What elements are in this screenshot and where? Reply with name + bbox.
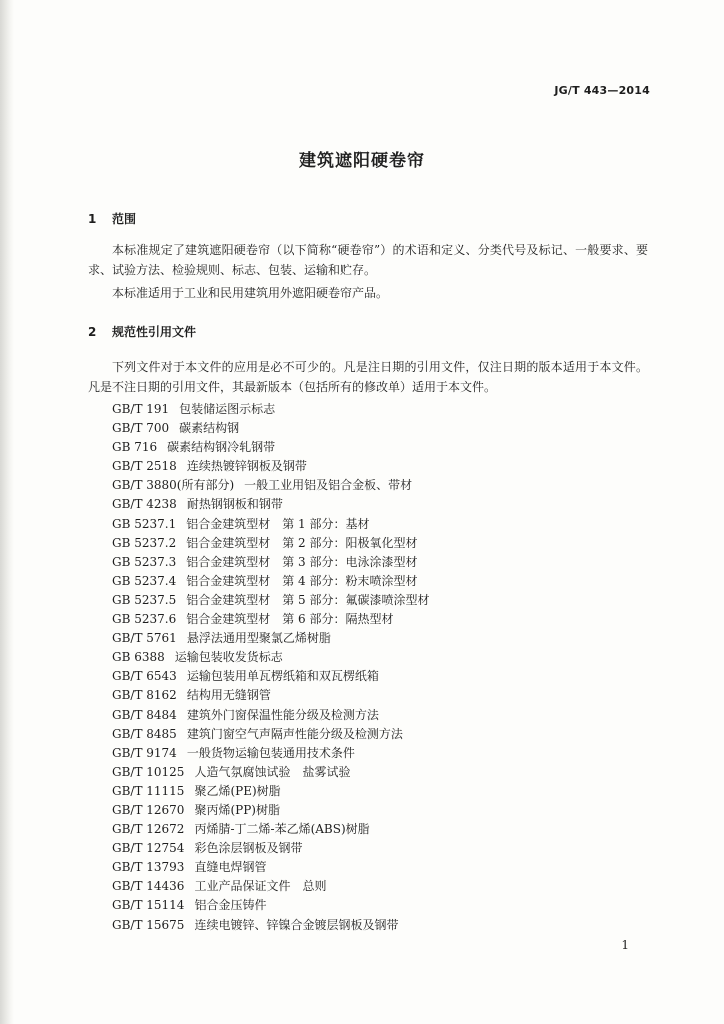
reference-item bbox=[112, 515, 429, 534]
reference-code: GB/T 13793 bbox=[112, 860, 185, 875]
reference-title: 铝合金建筑型材 第 1 部分：基材 bbox=[186, 516, 370, 531]
reference-title: 工业产品保证文件 总则 bbox=[194, 879, 327, 894]
reference-item bbox=[112, 782, 429, 801]
reference-item bbox=[112, 457, 429, 476]
reference-item bbox=[112, 896, 429, 915]
reference-title: 铝合金建筑型材 第 3 部分：电泳涂漆型材 bbox=[186, 554, 418, 569]
reference-item bbox=[112, 877, 429, 896]
reference-code: GB/T 3880(所有部分) bbox=[112, 478, 235, 493]
reference-code: GB 716 bbox=[112, 440, 158, 455]
document-title: 建筑遮阳硬卷帘 bbox=[299, 151, 425, 171]
reference-item bbox=[112, 820, 429, 839]
standard-number: JG/T 443—2014 bbox=[554, 84, 650, 97]
reference-title: 彩色涂层钢板及钢带 bbox=[194, 841, 303, 856]
reference-title: 直缝电焊钢管 bbox=[194, 860, 267, 875]
reference-title: 聚乙烯(PE)树脂 bbox=[194, 783, 281, 798]
reference-code: GB 5237.6 bbox=[112, 612, 177, 627]
reference-code: GB/T 4238 bbox=[112, 497, 177, 512]
reference-code: GB/T 14436 bbox=[112, 879, 185, 894]
reference-code: GB/T 8484 bbox=[112, 707, 177, 722]
reference-title: 建筑外门窗保温性能分级及检测方法 bbox=[186, 707, 379, 722]
reference-title: 运输包装收发货标志 bbox=[174, 650, 283, 665]
reference-title: 铝合金建筑型材 第 4 部分：粉末喷涂型材 bbox=[186, 573, 418, 588]
section-2-title: 规范性引用文件 bbox=[112, 325, 197, 339]
reference-code: GB/T 6543 bbox=[112, 669, 177, 684]
reference-item bbox=[112, 419, 429, 438]
reference-item bbox=[112, 476, 429, 495]
section-2-number: 2 bbox=[88, 325, 97, 339]
section-1-heading bbox=[88, 210, 136, 227]
reference-item bbox=[112, 495, 429, 514]
reference-title: 建筑门窗空气声隔声性能分级及检测方法 bbox=[186, 726, 403, 741]
reference-code: GB/T 700 bbox=[112, 421, 170, 436]
reference-title: 铝合金建筑型材 第 5 部分：氟碳漆喷涂型材 bbox=[186, 592, 430, 607]
section-1-paragraph-1: 本标准规定了建筑遮阳硬卷帘（以下简称“硬卷帘”）的术语和定义、分类代号及标记、一般要求、要求、试验方法、检验规则、标志、包装、运输和贮存。 bbox=[88, 243, 648, 277]
reference-item bbox=[112, 553, 429, 572]
reference-title: 铝合金压铸件 bbox=[194, 898, 267, 913]
reference-title: 铝合金建筑型材 第 2 部分：阳极氧化型材 bbox=[186, 535, 418, 550]
reference-title: 人造气氛腐蚀试验 盐雾试验 bbox=[194, 764, 351, 779]
reference-code: GB/T 12672 bbox=[112, 822, 185, 837]
reference-code: GB/T 15675 bbox=[112, 917, 185, 932]
reference-item bbox=[112, 534, 429, 553]
page-number: 1 bbox=[621, 938, 629, 952]
reference-code: GB/T 8485 bbox=[112, 726, 177, 741]
reference-item bbox=[112, 839, 429, 858]
reference-title: 耐热钢钢板和钢带 bbox=[186, 497, 283, 512]
reference-title: 连续热镀锌钢板及钢带 bbox=[186, 459, 307, 474]
reference-code: GB 5237.3 bbox=[112, 554, 177, 569]
reference-code: GB 5237.1 bbox=[112, 516, 177, 531]
reference-title: 碳素结构钢冷轧钢带 bbox=[167, 440, 276, 455]
reference-title: 包装储运图示标志 bbox=[179, 402, 276, 416]
reference-code: GB/T 8162 bbox=[112, 688, 177, 703]
reference-title: 丙烯腈-丁二烯-苯乙烯(ABS)树脂 bbox=[194, 822, 370, 837]
reference-title: 碳素结构钢 bbox=[179, 421, 240, 436]
section-1-number: 1 bbox=[88, 212, 97, 226]
reference-item bbox=[112, 438, 429, 457]
reference-item bbox=[112, 916, 429, 935]
reference-list bbox=[112, 400, 429, 935]
reference-item bbox=[112, 648, 429, 667]
reference-code: GB/T 11115 bbox=[112, 783, 185, 798]
section-1-paragraph-2: 本标准适用于工业和民用建筑用外遮阳硬卷帘产品。 bbox=[112, 286, 389, 300]
reference-code: GB/T 9174 bbox=[112, 745, 177, 760]
reference-code: GB 5237.4 bbox=[112, 573, 177, 588]
reference-code: GB 5237.2 bbox=[112, 535, 177, 550]
reference-item bbox=[112, 591, 429, 610]
reference-code: GB/T 12754 bbox=[112, 841, 185, 856]
reference-code: GB/T 12670 bbox=[112, 802, 185, 817]
reference-item bbox=[112, 763, 429, 782]
reference-item bbox=[112, 706, 429, 725]
reference-item bbox=[112, 686, 429, 705]
reference-item bbox=[112, 725, 429, 744]
reference-code: GB/T 2518 bbox=[112, 459, 177, 474]
reference-title: 聚丙烯(PP)树脂 bbox=[194, 802, 280, 817]
reference-item bbox=[112, 801, 429, 820]
reference-code: GB/T 5761 bbox=[112, 631, 177, 646]
reference-title: 铝合金建筑型材 第 6 部分：隔热型材 bbox=[186, 612, 394, 627]
reference-code: GB/T 191 bbox=[112, 402, 170, 416]
reference-item bbox=[112, 667, 429, 686]
section-1-title: 范围 bbox=[112, 212, 137, 226]
reference-item bbox=[112, 610, 429, 629]
reference-title: 连续电镀锌、锌镍合金镀层钢板及钢带 bbox=[194, 917, 399, 932]
reference-title: 悬浮法通用型聚氯乙烯树脂 bbox=[186, 631, 331, 646]
reference-title: 一般货物运输包装通用技术条件 bbox=[186, 745, 355, 760]
reference-item bbox=[112, 858, 429, 877]
reference-item bbox=[112, 629, 429, 648]
reference-code: GB 5237.5 bbox=[112, 592, 177, 607]
reference-title: 一般工业用铝及铝合金板、带材 bbox=[244, 478, 413, 493]
section-2-heading bbox=[88, 323, 196, 340]
reference-code: GB/T 15114 bbox=[112, 898, 185, 913]
reference-title: 结构用无缝钢管 bbox=[186, 688, 271, 703]
reference-item bbox=[112, 744, 429, 763]
section-2-intro: 下列文件对于本文件的应用是必不可少的。凡是注日期的引用文件，仅注日期的版本适用于本文件。凡是不注日期的引用文件，其最新版本（包括所有的修改单）适用于本文件。 bbox=[88, 360, 648, 394]
reference-code: GB 6388 bbox=[112, 650, 165, 665]
reference-title: 运输包装用单瓦楞纸箱和双瓦楞纸箱 bbox=[186, 669, 379, 684]
reference-item bbox=[112, 400, 429, 419]
reference-code: GB/T 10125 bbox=[112, 764, 185, 779]
reference-item bbox=[112, 572, 429, 591]
